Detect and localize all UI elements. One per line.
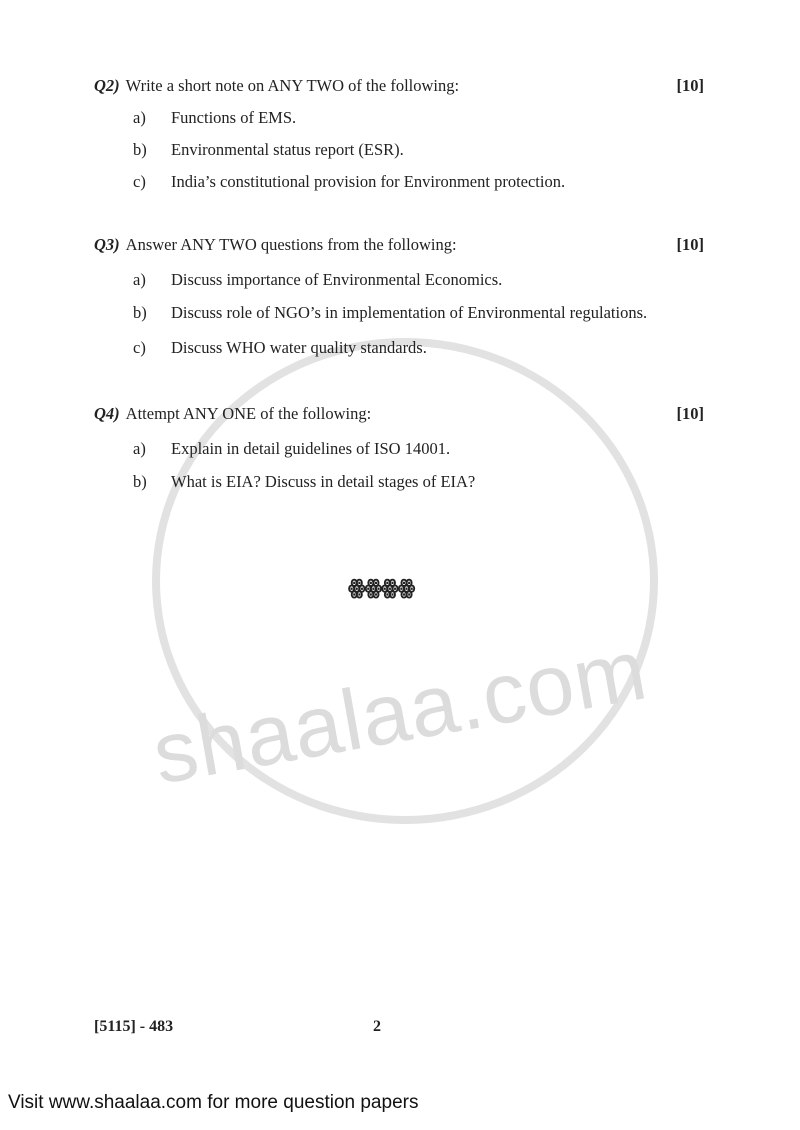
item-text: Discuss role of NGO’s in implementation of Environmental regulations. xyxy=(171,303,648,322)
paper-code: [5115] - 483 xyxy=(94,1018,174,1035)
list-item xyxy=(133,140,404,160)
item-text: Functions of EMS. xyxy=(171,108,297,127)
watermark-text: shaalaa.com xyxy=(146,621,654,803)
end-ornament: ꙮꙮꙮꙮ xyxy=(348,577,415,599)
promo-banner: Visit www.shaalaa.com for more question papers xyxy=(8,1092,419,1113)
item-label: c) xyxy=(133,338,146,357)
question-text: Answer ANY TWO questions from the following: xyxy=(125,235,457,254)
item-label: c) xyxy=(133,172,146,191)
question-3 xyxy=(94,235,704,255)
item-label: b) xyxy=(133,303,147,322)
question-number: Q3) xyxy=(94,235,120,254)
list-item xyxy=(133,303,647,323)
item-text: Environmental status report (ESR). xyxy=(171,140,404,159)
list-item xyxy=(133,472,475,492)
item-text: India’s constitutional provision for Environment protection. xyxy=(171,172,566,191)
question-text: Write a short note on ANY TWO of the following: xyxy=(125,76,460,95)
list-item xyxy=(133,270,502,290)
item-label: a) xyxy=(133,439,146,458)
question-number: Q2) xyxy=(94,76,120,95)
item-label: b) xyxy=(133,140,147,159)
question-number: Q4) xyxy=(94,404,120,423)
list-item xyxy=(133,338,427,358)
question-marks: [10] xyxy=(676,235,704,254)
list-item xyxy=(133,172,565,192)
list-item xyxy=(133,439,450,459)
item-label: a) xyxy=(133,270,146,289)
item-text: Discuss WHO water quality standards. xyxy=(171,338,427,357)
page-number: 2 xyxy=(373,1018,381,1035)
item-text: What is EIA? Discuss in detail stages of EIA? xyxy=(171,472,476,491)
question-2 xyxy=(94,76,704,96)
list-item xyxy=(133,108,296,128)
item-label: a) xyxy=(133,108,146,127)
question-marks: [10] xyxy=(676,404,704,423)
item-text: Discuss importance of Environmental Economics. xyxy=(171,270,503,289)
question-text: Attempt ANY ONE of the following: xyxy=(125,404,372,423)
item-label: b) xyxy=(133,472,147,491)
question-4 xyxy=(94,404,704,424)
question-marks: [10] xyxy=(676,76,704,95)
item-text: Explain in detail guidelines of ISO 14001. xyxy=(171,439,451,458)
